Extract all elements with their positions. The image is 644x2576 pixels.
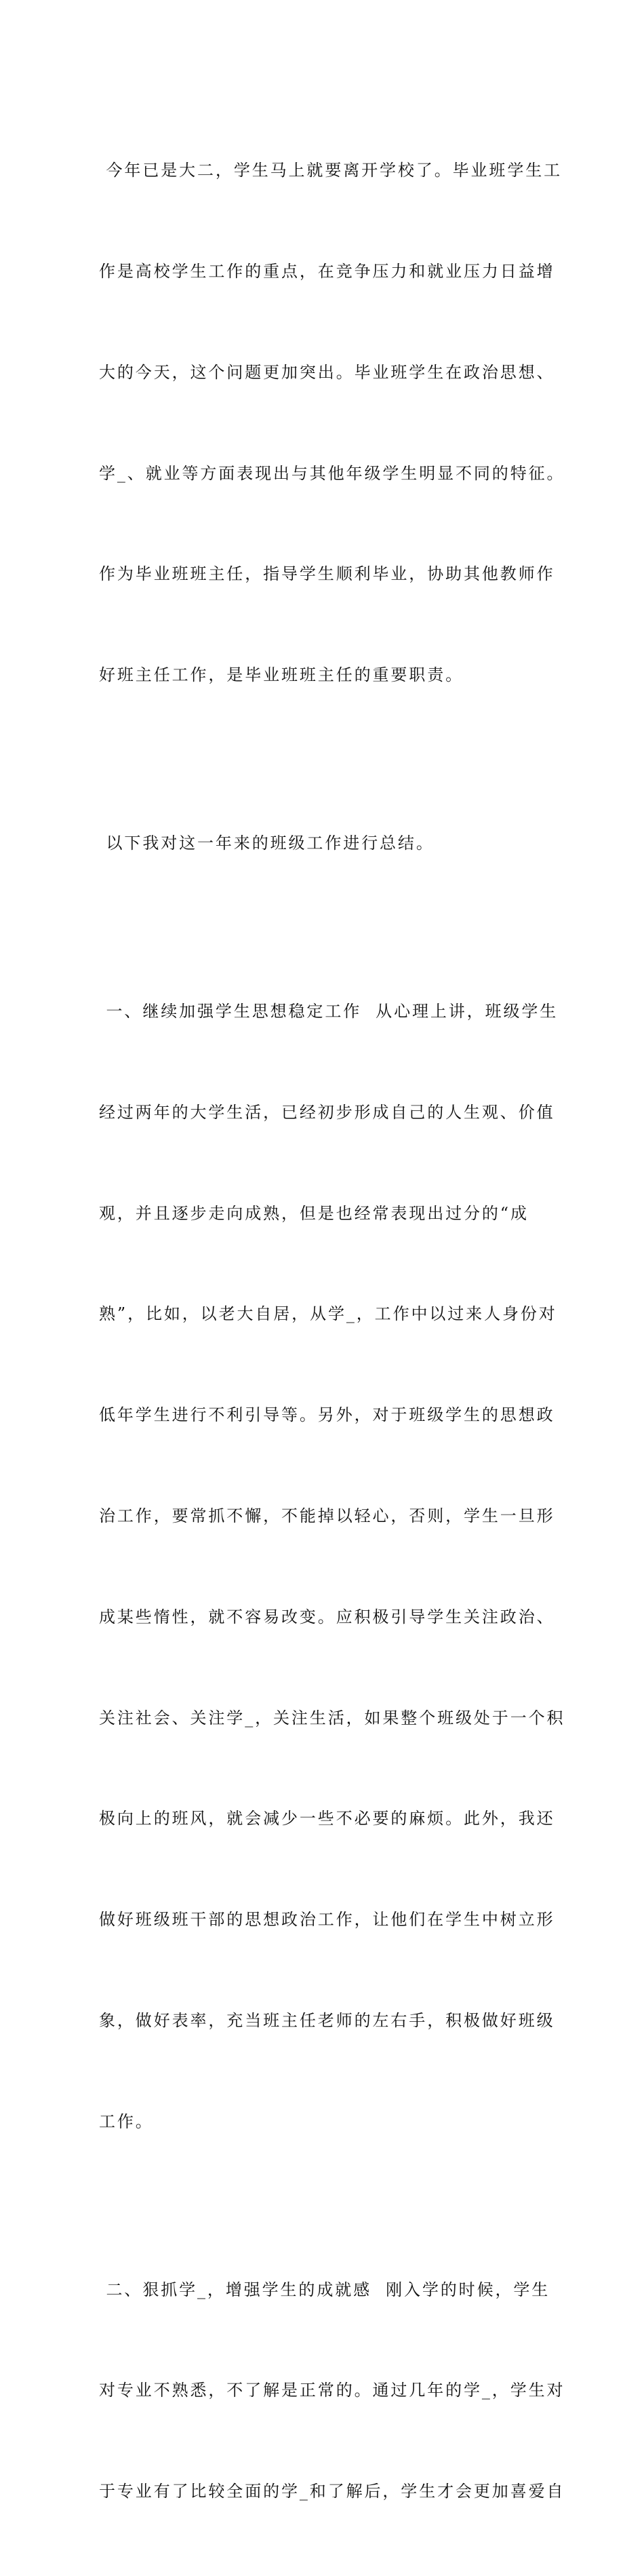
text-line: 低年学生进行不利引导等。另外，对于班级学生的思想政 xyxy=(99,1405,555,1425)
paragraph-summary-intro xyxy=(99,760,553,928)
text-line: 大的今天，这个问题更加突出。毕业班学生在政治思想、 xyxy=(99,362,555,382)
document-body xyxy=(99,87,565,2576)
text-line: 对专业不熟悉，不了解是正常的。通过几年的学_，学生对 xyxy=(99,2381,565,2400)
text-line: 做好班级班干部的思想政治工作，让他们在学生中树立形 xyxy=(99,1910,555,1930)
text-line: 一、继续加强学生思想稳定工作 从心理上讲，班级学生 xyxy=(99,1002,559,1021)
paragraph-intro xyxy=(99,87,565,760)
text-line: 象，做好表率，充当班主任老师的左右手，积极做好班级 xyxy=(99,2010,555,2030)
text-line: 以下我对这一年来的班级工作进行总结。 xyxy=(99,834,435,853)
text-line: 极向上的班风，就会减少一些不必要的麻烦。此外，我还 xyxy=(99,1809,555,1829)
text-line: 熟”，比如，以老大自居，从学_，工作中以过来人身份对 xyxy=(99,1304,557,1324)
paragraph-section-two xyxy=(99,2206,565,2576)
text-line: 治工作，要常抓不懈，不能掉以轻心，否则，学生一旦形 xyxy=(99,1506,555,1525)
text-line: 于专业有了比较全面的学_和了解后，学生才会更加喜爱自 xyxy=(99,2482,565,2501)
text-line: 观，并且逐步走向成熟，但是也经常表现出过分的“成 xyxy=(99,1203,529,1223)
text-line: 今年已是大二，学生马上就要离开学校了。毕业班学生工 xyxy=(99,161,563,180)
text-line: 学_、就业等方面表现出与其他年级学生明显不同的特征。 xyxy=(99,463,565,483)
text-line: 二、狠抓学_，增强学生的成就感 刚入学的时候，学生 xyxy=(99,2280,550,2299)
text-line: 关注社会、关注学_，关注生活，如果整个班级处于一个积 xyxy=(99,1708,565,1728)
text-line: 好班主任工作，是毕业班班主任的重要职责。 xyxy=(99,665,464,685)
text-line: 作是高校学生工作的重点，在竞争压力和就业压力日益增 xyxy=(99,261,555,281)
text-line: 成某些惰性，就不容易改变。应积极引导学生关注政治、 xyxy=(99,1607,555,1626)
text-line: 经过两年的大学生活，已经初步形成自己的人生观、价值 xyxy=(99,1102,555,1122)
paragraph-section-one xyxy=(99,928,565,2206)
text-line: 作为毕业班班主任，指导学生顺利毕业，协助其他教师作 xyxy=(99,564,555,584)
text-line: 工作。 xyxy=(99,2111,154,2131)
